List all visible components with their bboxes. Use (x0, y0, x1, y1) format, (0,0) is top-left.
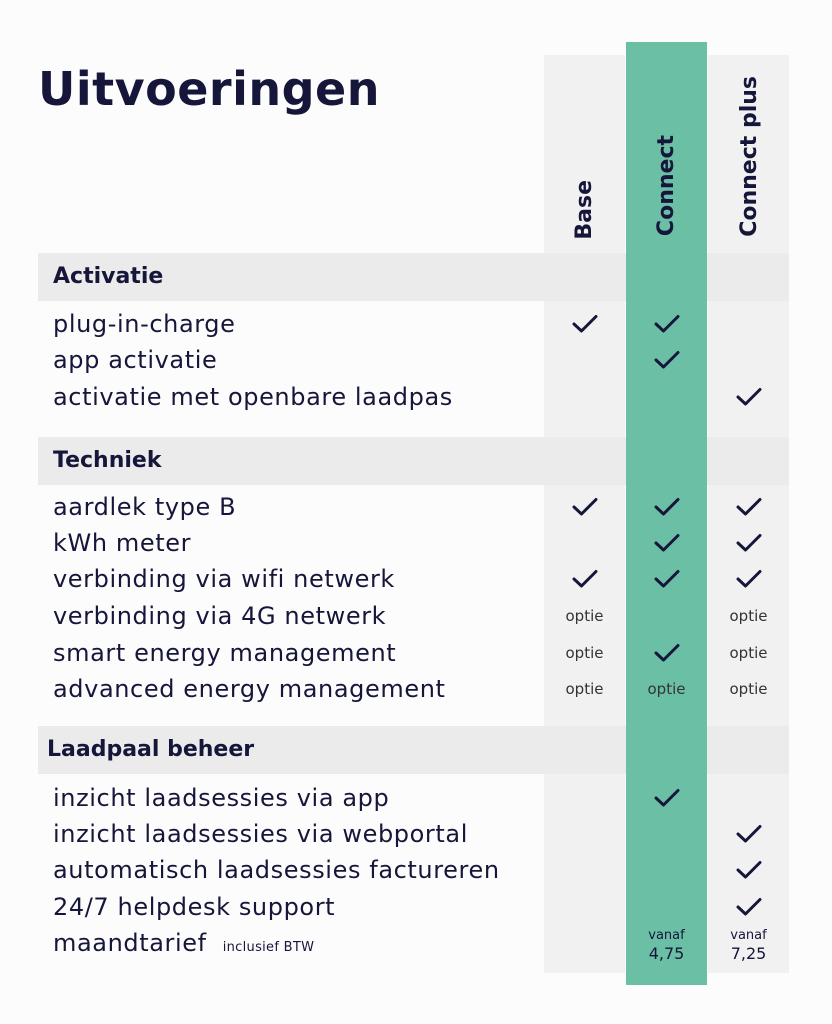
check-icon (544, 497, 625, 517)
check-icon (708, 387, 789, 407)
price-connect (626, 928, 707, 963)
feature-label: app activatie (53, 346, 218, 374)
feature-label: kWh meter (53, 529, 192, 557)
maandtarief-row (53, 931, 314, 955)
option-label: optie (729, 607, 768, 625)
maandtarief-note: inclusief BTW (222, 940, 315, 955)
column-header-base (564, 40, 604, 240)
feature-label: plug-in-charge (53, 310, 236, 338)
section-bar-connect-overlay (626, 437, 707, 485)
check-icon (708, 897, 789, 917)
maandtarief-label: maandtarief (53, 929, 207, 957)
feature-label: verbinding via 4G netwerk (53, 602, 387, 630)
section-bar-connect-overlay (626, 253, 707, 301)
check-icon (544, 314, 625, 334)
check-icon (708, 533, 789, 553)
check-icon (708, 860, 789, 880)
check-icon (626, 497, 707, 517)
price-connect-plus (708, 928, 789, 963)
option-label: optie (647, 680, 686, 698)
section-title-activatie: Activatie (53, 264, 164, 289)
price-connect-prefix: vanaf (648, 928, 685, 943)
option-label: optie (729, 680, 768, 698)
check-icon (626, 788, 707, 808)
check-icon (626, 350, 707, 370)
price-connect-plus-amount: 7,25 (730, 943, 767, 963)
feature-label: aardlek type B (53, 493, 237, 521)
check-icon (708, 497, 789, 517)
price-connect-amount: 4,75 (648, 943, 685, 963)
column-header-connect-plus (729, 40, 769, 240)
check-icon (626, 314, 707, 334)
check-icon (626, 533, 707, 553)
option-label: optie (565, 644, 604, 662)
check-icon (626, 569, 707, 589)
page-title: Uitvoeringen (38, 62, 380, 116)
check-icon (708, 824, 789, 844)
column-header-connect-plus-label: Connect plus (736, 76, 762, 237)
check-icon (708, 569, 789, 589)
check-icon (626, 643, 707, 663)
feature-label: automatisch laadsessies factureren (53, 856, 500, 884)
feature-label: inzicht laadsessies via app (53, 784, 390, 812)
feature-label: 24/7 helpdesk support (53, 893, 336, 921)
column-header-base-label: Base (571, 180, 597, 240)
feature-label: smart energy management (53, 639, 397, 667)
section-title-techniek: Techniek (53, 448, 162, 473)
check-icon (544, 569, 625, 589)
feature-label: activatie met openbare laadpas (53, 383, 453, 411)
feature-label: verbinding via wifi netwerk (53, 565, 395, 593)
option-label: optie (729, 644, 768, 662)
feature-label: inzicht laadsessies via webportal (53, 820, 468, 848)
option-label: optie (565, 607, 604, 625)
feature-label: advanced energy management (53, 675, 446, 703)
section-title-beheer: Laadpaal beheer (47, 737, 255, 762)
section-bar-connect-overlay (626, 726, 707, 774)
column-header-connect-label: Connect (653, 135, 679, 237)
option-label: optie (565, 680, 604, 698)
column-header-connect (646, 40, 686, 240)
price-connect-plus-prefix: vanaf (730, 928, 767, 943)
